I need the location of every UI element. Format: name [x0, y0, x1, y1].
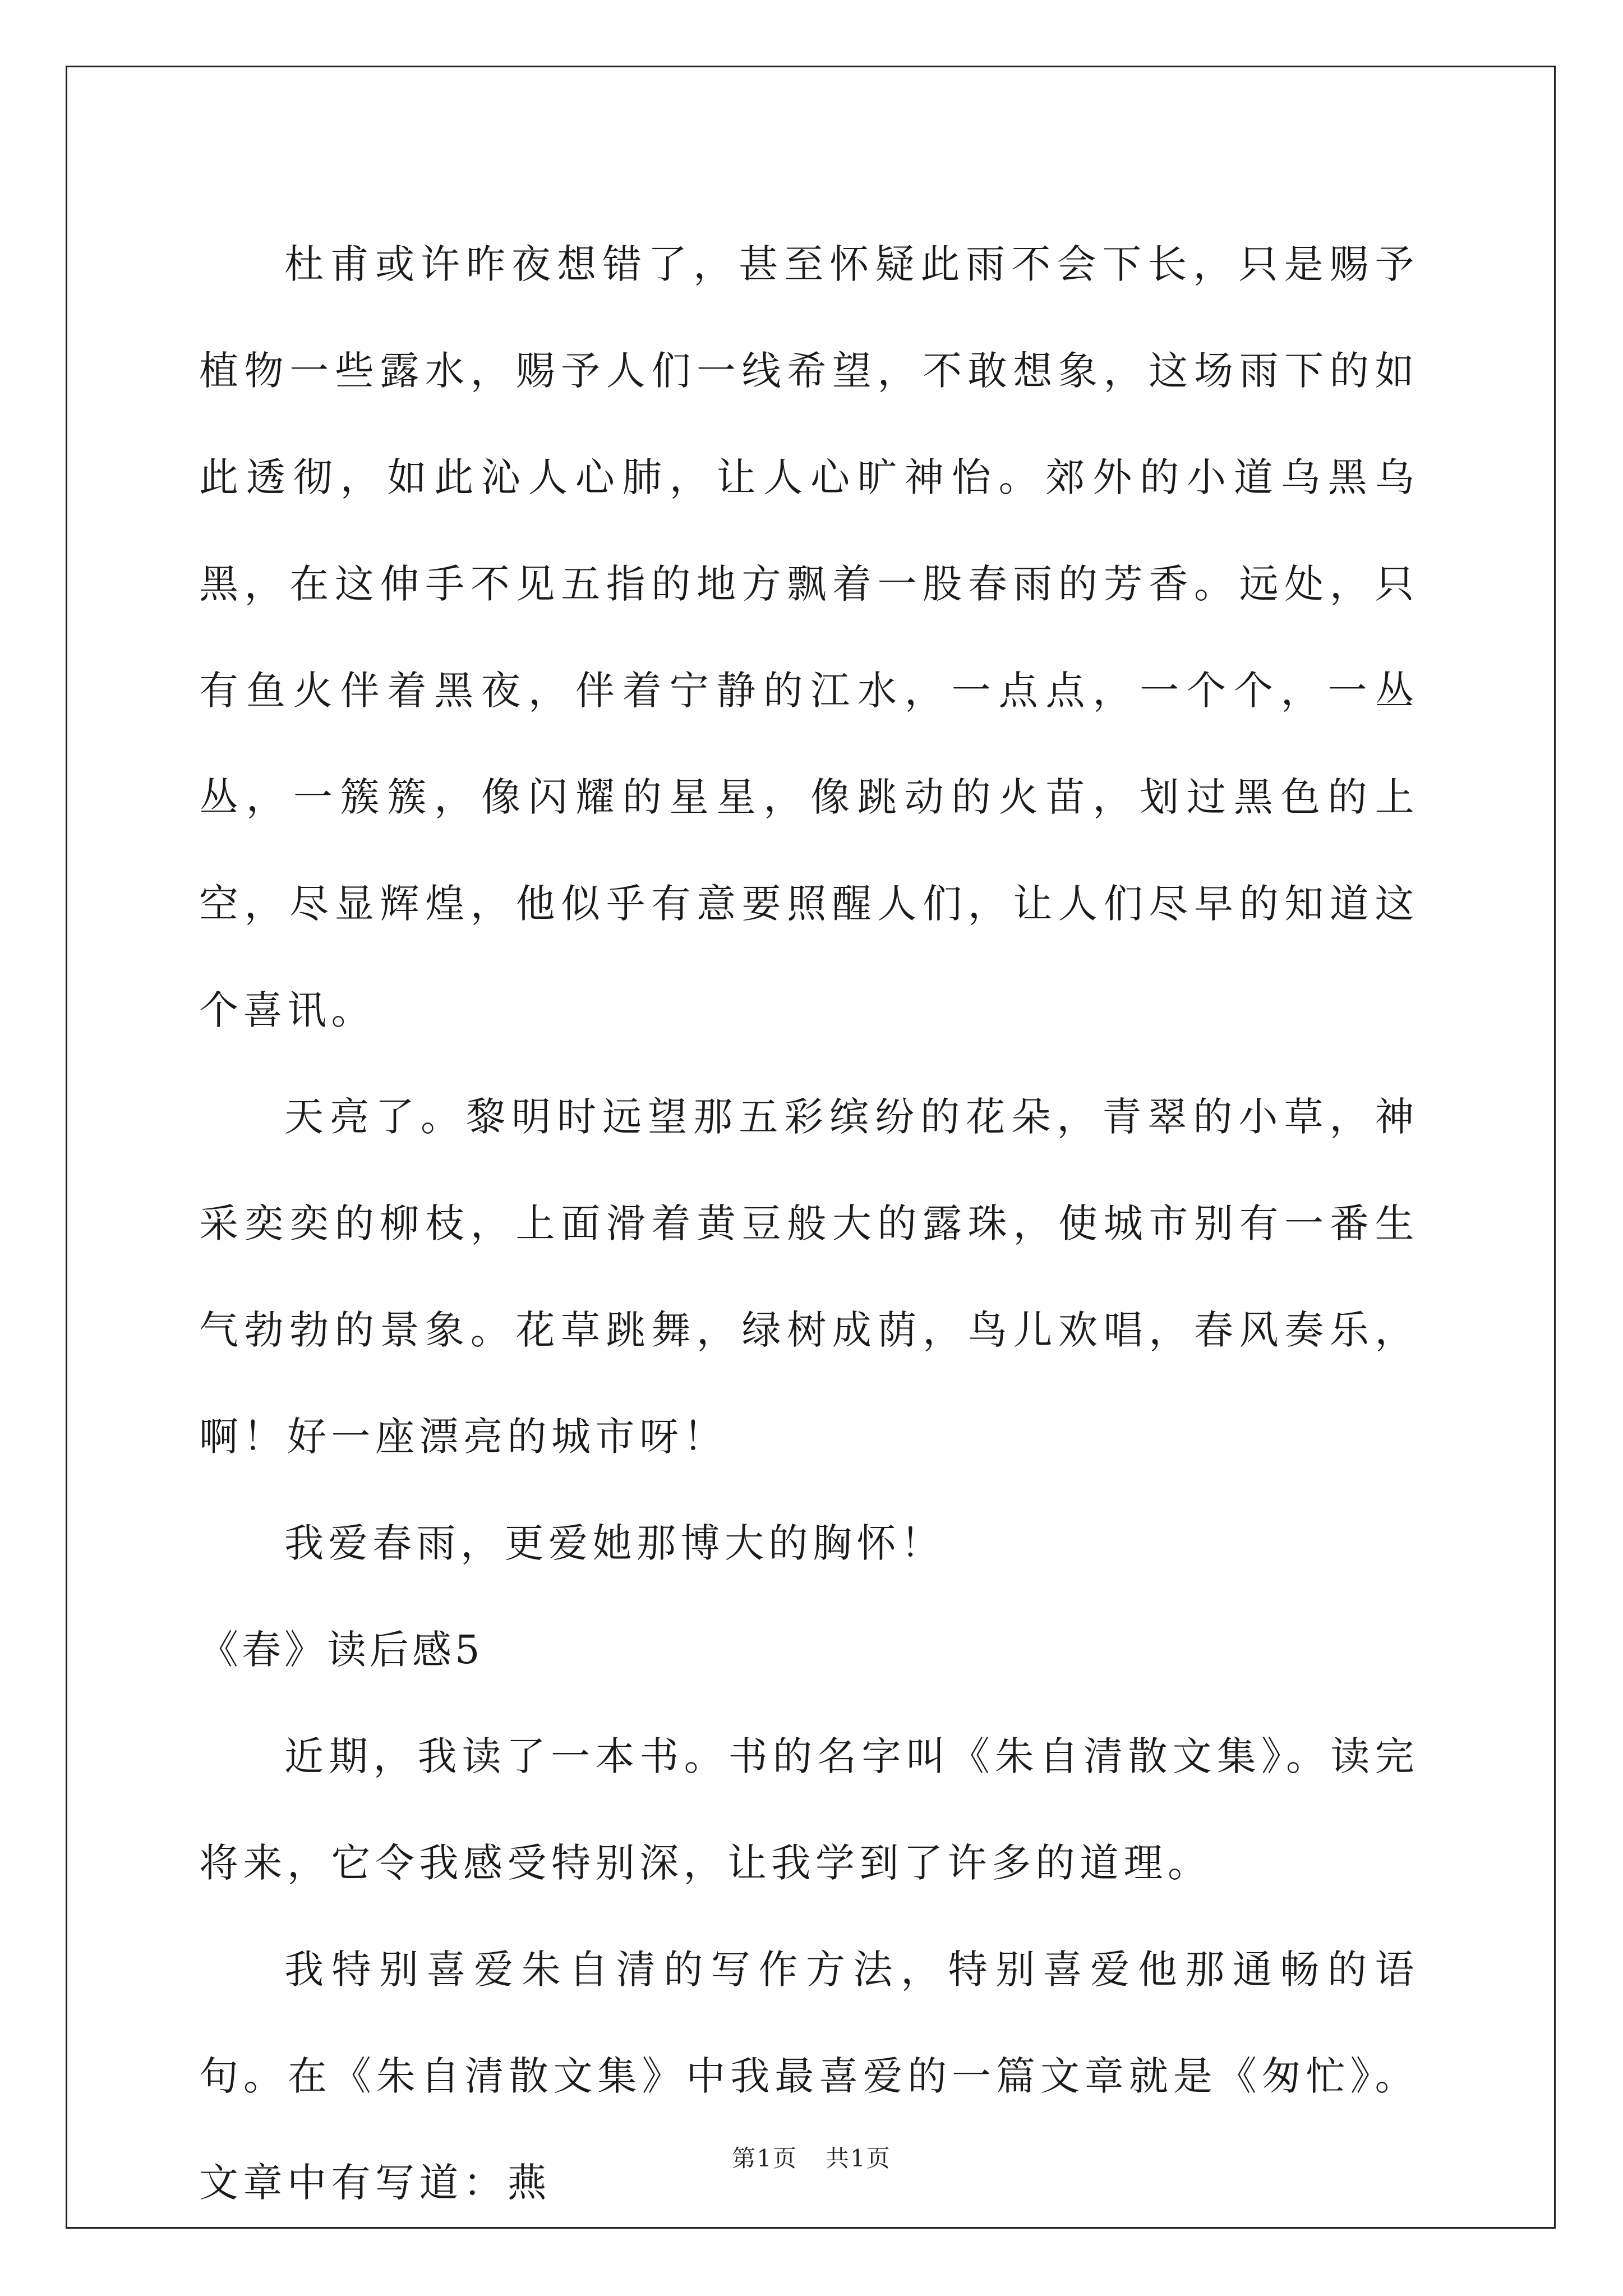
- paragraph-writing-style: 我特别喜爱朱自清的写作方法，特别喜爱他那通畅的语句。在《朱自清散文集》中我最喜爱的一篇文章就是《匆忙》。文章中有写道：燕: [199, 1947, 1419, 2206]
- paragraph-spring-rain-night: 杜甫或许昨夜想错了，甚至怀疑此雨不会下长，只是赐予植物一些露水，赐予人们一线希望，不敢想象，这场雨下的如此透彻，如此沁人心肺，让人心旷神怡。郊外的小道乌黑乌黑，在这伸手不见五指的地方飘着一股春雨的芳香。远处，只有鱼火伴着黑夜，伴着宁静的江水，一点点，一个个，一丛丛，一簇簇，像闪耀的星星，像跳动的火苗，划过黑色的上空，尽显辉煌，他似乎有意要照醒人们，让人们尽早的知道这个喜讯。: [199, 241, 1419, 1033]
- document-body: [199, 211, 1419, 2236]
- page-number: 第1页: [732, 2145, 797, 2172]
- page-total: 共1页: [826, 2145, 891, 2172]
- paragraph-book-intro: 近期，我读了一本书。书的名字叫《朱自清散文集》。读完将来，它令我感受特别深，让我学到了许多的道理。: [199, 1733, 1419, 1886]
- paragraph-love-spring-rain: 我爱春雨，更爱她那博大的胸怀！: [284, 1520, 945, 1566]
- page-footer: [0, 2142, 1623, 2175]
- section-heading: 《春》读后感5: [199, 1627, 483, 1673]
- paragraph-dawn-city: 天亮了。黎明时远望那五彩缤纷的花朵，青翠的小草，神采奕奕的柳枝，上面滑着黄豆般大的露珠，使城市别有一番生气勃勃的景象。花草跳舞，绿树成荫，鸟儿欢唱，春风奏乐，啊！好一座漂亮的城市呀！: [199, 1094, 1419, 1460]
